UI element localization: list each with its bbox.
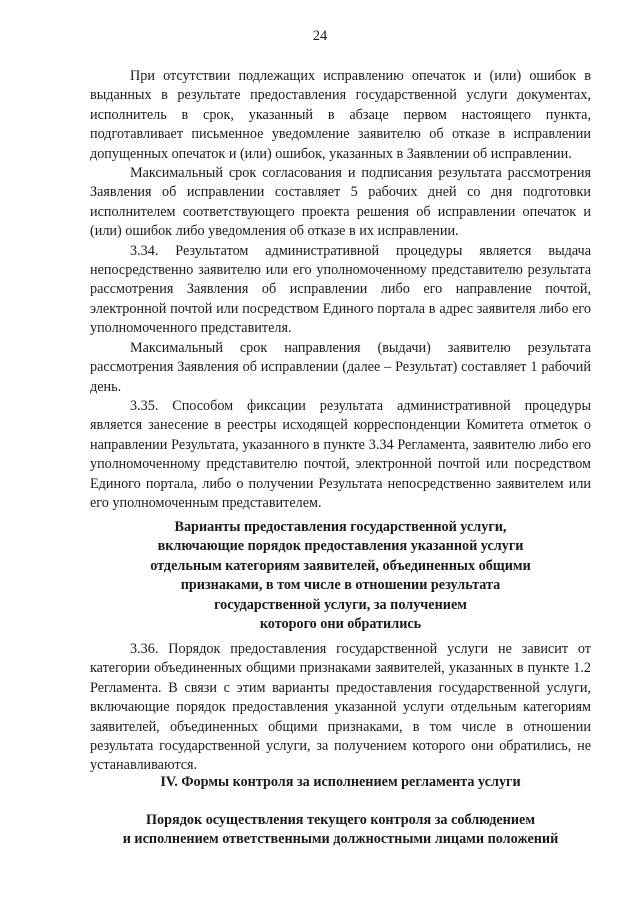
text-block-procedure [90, 67, 591, 513]
paragraph-delivery-term: Максимальный срок направления (выдачи) заявителю результата рассмотрения Заявления об исправлении (далее – Результат) составляет 1 рабочий день. [90, 339, 591, 395]
heading-line: Варианты предоставления государственной услуги, [174, 519, 507, 535]
heading-line: включающие порядок предоставления указанной услуги [157, 538, 524, 555]
heading-line: которого они обратились [259, 616, 422, 633]
paragraph-3-34: 3.34. Результатом административной процедуры является выдача непосредственно заявителю или его уполномоченному представителю результата рассмотрения Заявления об исправлении либо его направление почтой, электронной почтой или посредством Единого портала в адрес заявителя либо его уполномоченного представителя. [90, 242, 591, 337]
paragraph-3-35: 3.35. Способом фиксации результата административной процедуры является занесение в реестры исходящей корреспонденции Комитета отметок о направлении Результата, указанного в пункте 3.34 Регламента, заявителю либо его уполномоченному представителю почтой, электронной почтой или посредством Единого портала, либо о получении Результата непосредственно заявителем или его уполномоченным представителем. [90, 397, 591, 511]
paragraph-3-36: 3.36. Порядок предоставления государственной услуги не зависит от категории объединенных общими признаками заявителей, указанных в пункте 1.2 Регламента. В связи с этим варианты предоставления государственной услуги, включающие порядок предоставления указанной услуги отдельным категориям заявителей, объединенных общими признаками, в том числе в отношении результата государственной услуги, за получением которого они обратились, не устанавливаются. [90, 641, 591, 774]
text-block-variants [90, 640, 591, 776]
heading-line: признаками, в том числе в отношении результата [180, 577, 501, 594]
section-heading-current-control [90, 811, 591, 850]
paragraph-approval-term: Максимальный срок согласования и подписания результата рассмотрения Заявления об исправлении составляет 5 рабочих дней со дня подготовки исполнителем соответствующего проекта решения об исправлении опечаток и (или) ошибок либо уведомления об отказе в их исправлении. [90, 165, 591, 240]
heading-line: отдельным категориям заявителей, объединенных общими [150, 557, 531, 574]
section-heading-variants [90, 518, 591, 634]
heading-line: и исполнением ответственными должностными лицами положений [122, 831, 559, 848]
page-number: 24 [312, 28, 328, 44]
heading-line: государственной услуги, за получением [214, 596, 467, 613]
heading-line: Порядок осуществления текущего контроля за соблюдением [146, 812, 535, 828]
section-heading-iv: IV. Формы контроля за исполнением регламента услуги [160, 774, 521, 790]
paragraph-refusal-notice: При отсутствии подлежащих исправлению опечаток и (или) ошибок в выданных в результате предоставления государственной услуги документах, исполнитель в срок, указанный в абзаце первом настоящего пункта, подготавливает письменное уведомление заявителю об отказе в исправлении допущенных опечаток и (или) ошибок, указанных в Заявлении об исправлении. [90, 68, 591, 162]
